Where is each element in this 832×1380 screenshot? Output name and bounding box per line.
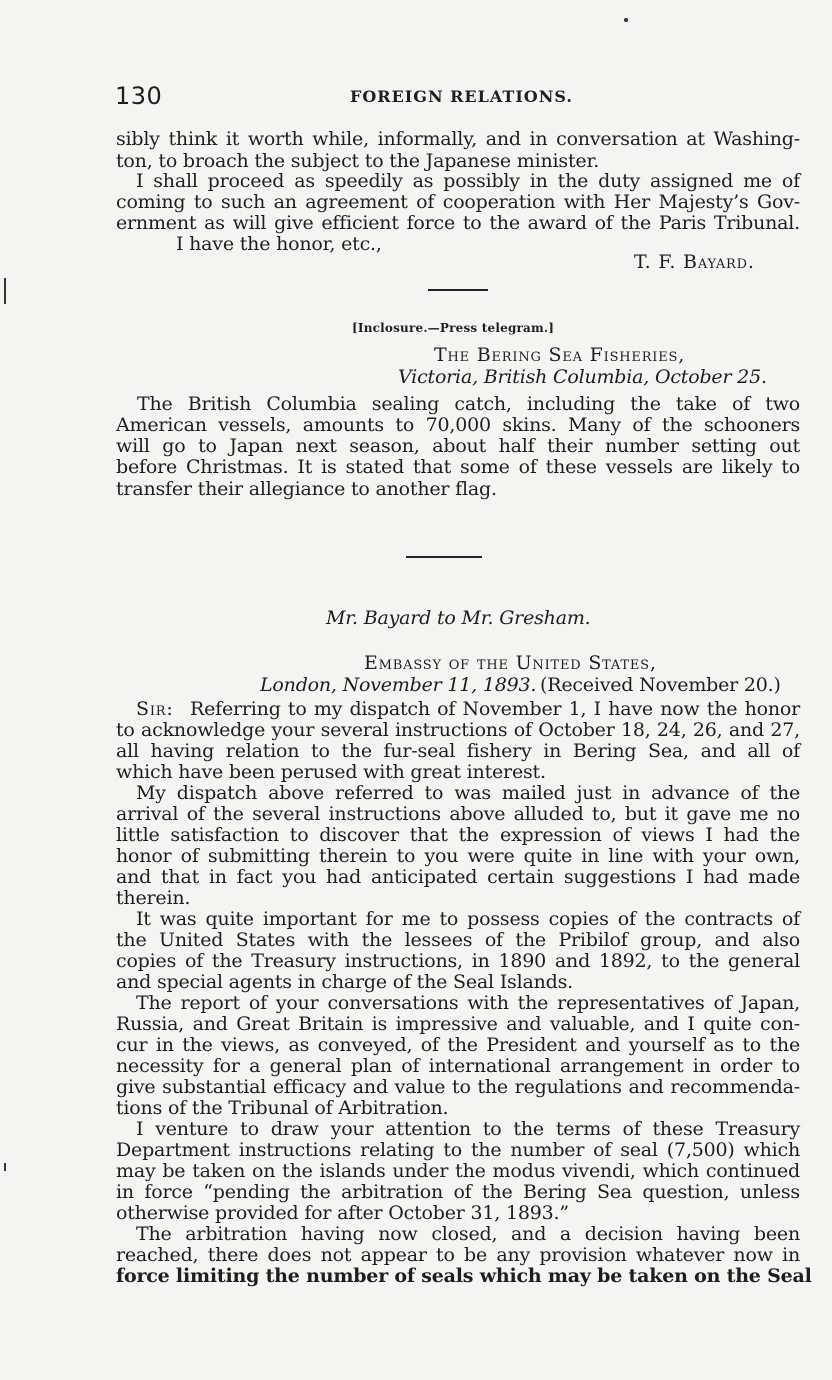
body-line: ton, to broach the subject to the Japanese minister. xyxy=(116,150,600,172)
inclosure-dateline: Victoria, British Columbia, October 25. xyxy=(398,366,767,388)
body-line: The arbitration having now closed, and a decision having been xyxy=(136,1223,800,1245)
inclosure-label: [Inclosure.—Press telegram.] xyxy=(352,321,555,335)
body-line: Department instructions relating to the number of seal (7,500) which xyxy=(116,1139,800,1161)
body-line: and special agents in charge of the Seal Islands. xyxy=(116,971,573,993)
body-line: It was quite important for me to possess copies of the contracts of xyxy=(136,908,800,930)
body-line: to acknowledge your several instructions of October 18, 24, 26, and 27, xyxy=(116,719,800,741)
scan-edge-mark xyxy=(624,18,628,22)
body-line: may be taken on the islands under the modus vivendi, which continued xyxy=(116,1160,800,1182)
body-line: sibly think it worth while, informally, and in conversation at Washing- xyxy=(116,128,800,150)
body-line: give substantial efficacy and value to the regulations and recommenda- xyxy=(116,1076,800,1098)
body-line: tions of the Tribunal of Arbitration. xyxy=(116,1097,449,1119)
body-line: therein. xyxy=(116,887,191,909)
body-line: I venture to draw your attention to the terms of these Treasury xyxy=(136,1118,800,1140)
body-line: reached, there does not appear to be any provision whatever now in xyxy=(116,1244,800,1266)
body-line: in force “pending the arbitration of the Bering Sea question, unless xyxy=(116,1181,800,1203)
body-line: The report of your conversations with the representatives of Japan, xyxy=(136,992,800,1014)
body-line: arrival of the several instructions above alluded to, but it gave me no xyxy=(116,803,800,825)
scan-edge-mark xyxy=(4,278,6,304)
section-divider xyxy=(428,289,488,291)
received-note: (Received November 20.) xyxy=(540,674,781,696)
letter-title: Mr. Bayard to Mr. Gresham. xyxy=(326,607,591,629)
body-line: and that in fact you had anticipated certain suggestions I had made xyxy=(116,866,800,888)
body-line: American vessels, amounts to 70,000 skins. Many of the schooners xyxy=(116,414,800,436)
body-line: otherwise provided for after October 31, 1893.” xyxy=(116,1202,569,1224)
body-line: all having relation to the fur-seal fishery in Bering Sea, and all of xyxy=(116,740,800,762)
letter-dateline: London, November 11, 1893. xyxy=(260,674,537,696)
embassy-line: Embassy of the United States, xyxy=(364,652,657,674)
scan-edge-mark xyxy=(4,1163,6,1171)
body-line: which have been perused with great interest. xyxy=(116,761,546,783)
page-number: 130 xyxy=(115,82,163,110)
body-line: copies of the Treasury instructions, in 1890 and 1892, to the general xyxy=(116,950,800,972)
body-line: Referring to my dispatch of November 1, I have now the honor xyxy=(190,698,800,720)
inclosure-heading: The Bering Sea Fisheries, xyxy=(434,344,686,366)
body-line: transfer their allegiance to another flag. xyxy=(116,478,497,500)
signature: T. F. Bayard. xyxy=(634,251,755,273)
body-line: coming to such an agreement of cooperation with Her Majesty’s Gov- xyxy=(116,191,800,213)
body-line: ernment as will give efficient force to the award of the Paris Tribunal. xyxy=(116,212,800,234)
body-line: cur in the views, as conveyed, of the President and yourself as to the xyxy=(116,1034,800,1056)
running-title: FOREIGN RELATIONS. xyxy=(350,87,573,106)
body-line: Russia, and Great Britain is impressive and valuable, and I quite con- xyxy=(116,1013,800,1035)
body-line: My dispatch above referred to was mailed just in advance of the xyxy=(136,782,800,804)
section-divider xyxy=(406,556,482,558)
body-line: little satisfaction to discover that the expression of views I had the xyxy=(116,824,800,846)
body-line: honor of submitting therein to you were quite in line with your own, xyxy=(116,845,800,867)
closing-line: I have the honor, etc., xyxy=(176,233,382,255)
body-line: I shall proceed as speedily as possibly in the duty assigned me of xyxy=(136,170,800,192)
body-line: The British Columbia sealing catch, including the take of two xyxy=(137,393,800,415)
body-line: before Christmas. It is stated that some of these vessels are likely to xyxy=(116,456,800,478)
salutation: Sir: xyxy=(136,698,174,720)
body-line: will go to Japan next season, about half their number setting out xyxy=(116,435,800,457)
body-line: the United States with the lessees of the Pribilof group, and also xyxy=(116,929,800,951)
body-line: force limiting the number of seals which may be taken on the Seal xyxy=(116,1265,812,1287)
body-line: necessity for a general plan of international arrangement in order to xyxy=(116,1055,800,1077)
